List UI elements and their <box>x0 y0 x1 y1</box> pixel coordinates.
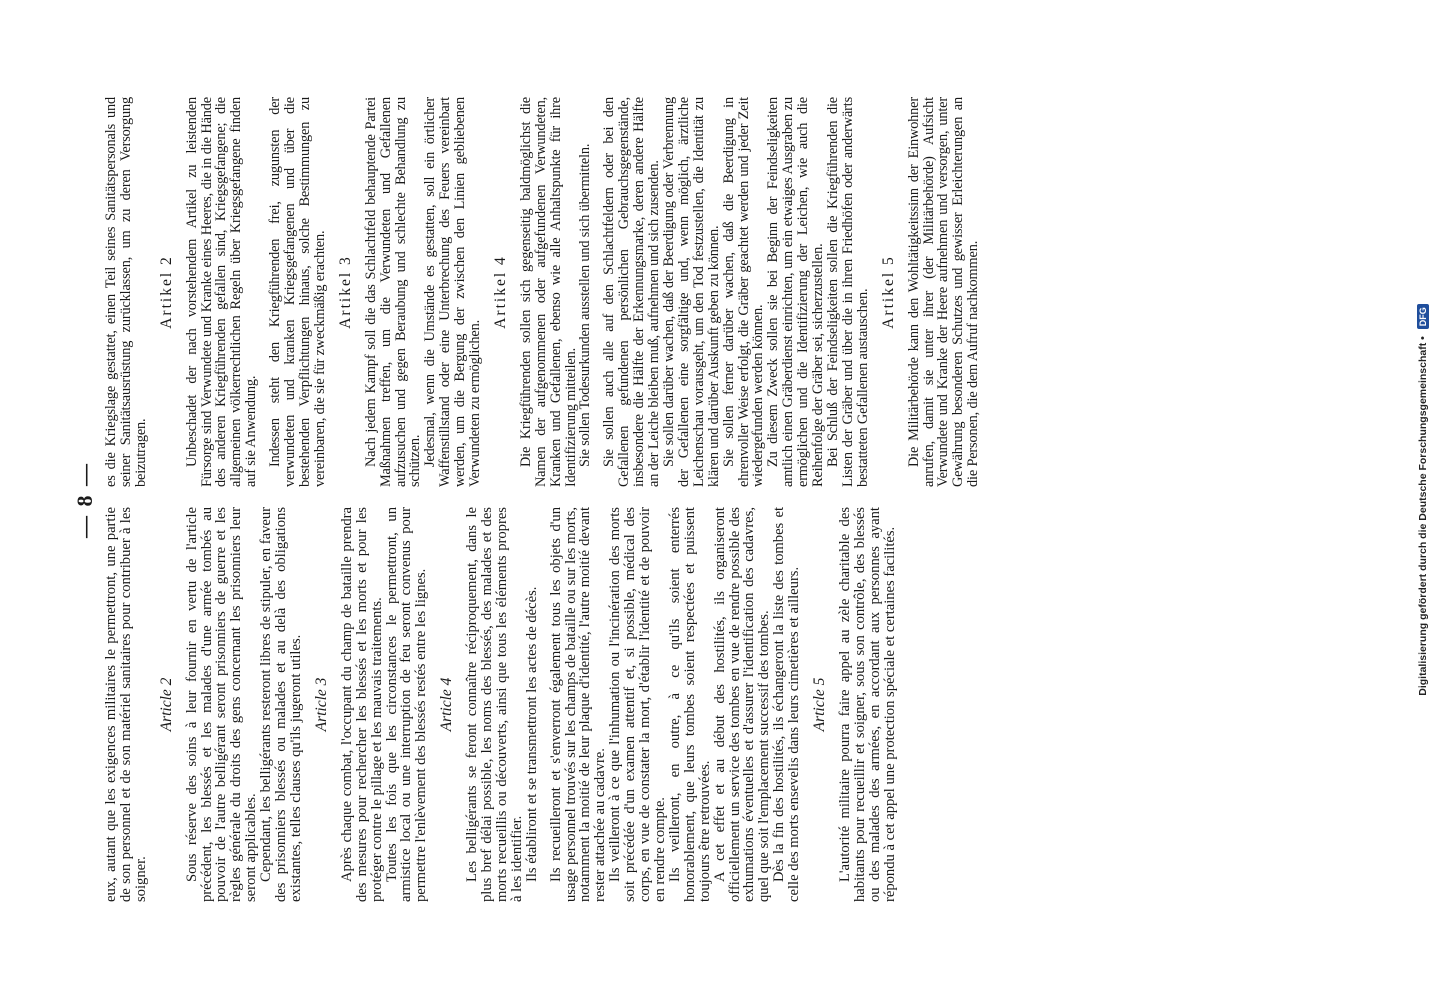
german-article-4-paragraph: Sie sollen auch alle auf den Schlachtfeldern oder bei den Gefallenen gefundenen persönlichen Gebrauchsgegenstände, insbesondere die Hälfte der Erkennungsmarke, deren andere Hälfte an der Leiche bleiben muß, aufnehmen und sich zusenden. <box>601 97 663 487</box>
french-article-4-paragraph: A cet effet et au début des hostilités, ils organiseront officiellement un service des tombes en vue de rendre possible des exhumations éventuelles et d'assurer l'identification des cadavres, quel que soit l'emplacement successif des tombes. <box>711 507 773 902</box>
german-article-2-title: Artikel 2 <box>157 255 175 329</box>
french-article-2-paragraph: Sous réserve des soins à leur fournir en vertu de l'article précédent, les blessés et les malades d'une armée tombés au pouvoir de l'autre belligérant seront prisonniers de guerre et les règles générale du droits des gens concernant les prisonniers leur seront applicables. <box>183 507 260 902</box>
french-article-2-paragraph: Cependant, les belligérants resteront libres de stipuler, en faveur des prisonniers blessés ou malades et au delà des obligations existantes, telles clauses qu'ils jugeront utiles. <box>258 507 304 902</box>
french-article-3-paragraph: Toutes les fois que les circonstances le permettront, un armistice local ou une interruption de feu seront convenus pour permettre l'enlèvement des blessés restés entre les lignes. <box>383 507 430 902</box>
german-article-5-paragraph: Die Militärbehörde kann den Wohltätigkeitssinn der Einwohner anrufen, damit sie unter ihrer (der Militärbehörde) Aufsicht Verwundete und Kranke der Heere aufnehmen und versorgen, unter Gewährung besonderen Schutzes und gewisser Erleichterungen an die Personen, die dem Aufruf nachkommen. <box>905 97 982 487</box>
german-article-4-paragraph: Zu diesem Zweck sollen sie bei Beginn der Feindseligkeiten amtlich einen Gräberdienst einrichten, um ein etwaiges Ausgraben zu ermöglichen und die Identifizierung der Leichen, wie auch die Reihenfolge der Gräber sei, sicherzustellen. <box>765 97 827 487</box>
french-article-4-paragraph: Ils établiront et se transmettront les actes de décès. <box>523 586 540 882</box>
digitization-credit <box>1413 10 1433 990</box>
french-article-4-paragraph: Ils veilleront, en outre, à ce qu'ils soient enterrés honorablement, que leurs tombes soient respectées et puissent toujours être retrouvées. <box>666 507 713 902</box>
french-article-4-paragraph: Dès la fin des hostilités, ils échangeront la liste des tombes et celle des morts ensevelis dans leurs cimetières et ailleurs. <box>771 507 803 902</box>
french-article-3-paragraph: Après chaque combat, l'occupant du champ de bataille prendra des mesures pour rechercher les blessés et les morts et pour les protéger contre le pillage et les mauvais traitements. <box>338 507 385 902</box>
german-article-5-title: Artikel 5 <box>879 255 897 329</box>
german-column <box>104 97 981 487</box>
german-article-4-paragraph: Bei Schluß der Feindseligkeiten sollen die Kriegführenden die Listen der Gräber und über die in ihren Friedhöfen oder anderwärts bestatteten Gefallenen austauschen. <box>824 97 871 487</box>
german-article-3-paragraph: Nach jedem Kampf soll die das Schlachtfeld behauptende Partei Maßnahmen treffen, um die Verwundeten und Gefallenen aufzusuchen und gegen Beraubung und schlechte Behandlung zu schützen. <box>362 97 424 487</box>
french-article-5-title: Article 5 <box>811 677 829 732</box>
german-article-4-paragraph: Sie sollen darüber wachen, daß der Beerdigung oder Verbrennung der Gefallenen eine sorgfältige und, wenn möglich, ärztliche Leichenschau vorausgeht, um den Tod festzustellen, die Identität zu klären und darüber Auskunft geben zu können. <box>661 97 722 487</box>
french-opening: eux, autant que les exigences militaires le permettront, une partie de son personnel et de son matériel sanitaires pour contribuer à les soigner. <box>103 507 149 902</box>
french-article-3-title: Article 3 <box>312 677 330 732</box>
french-article-2-title: Article 2 <box>157 677 175 732</box>
german-article-3-paragraph: Jedesmal, wenn die Umstände es gestatten, soll ein örtlicher Waffenstillstand oder eine Unterbrechung des Feuers vereinbart werden, um die Bergung der zwischen den Linien gebliebenen Verwundeten zu ermöglichen. <box>422 97 484 487</box>
german-opening: es die Kriegslage gestattet, einen Teil seines Sanitätspersonals und seiner Sanitätsausrüstung zurücklassen, um zu deren Versorgung beizutragen. <box>103 97 149 487</box>
german-article-3-title: Artikel 3 <box>336 255 354 329</box>
german-article-2-paragraph: Indessen steht den Kriegführenden frei, zugunsten der verwundeten und kranken Kriegsgefangenen und über die bestehenden Verpflichtungen hinaus, solche Bestimmungen zu vereinbaren, die sie für zweckmäßig erachten. <box>267 97 328 487</box>
digitization-credit-text: Digitalisierung gefördert durch die Deutsche Forschungsgemeinschaft • <box>1417 336 1429 696</box>
german-article-4-paragraph: Die Kriegführenden sollen sich gegenseitig baldmöglichst die Namen der aufgenommenen oder aufgefundenen Verwundeten, Kranken und Gefallenen, ebenso wie alle Anhaltspunkte für ihre Identifizierung mitteilen. <box>517 97 579 487</box>
german-article-4-title: Artikel 4 <box>491 255 509 329</box>
french-column <box>104 507 898 902</box>
french-article-4-paragraph: Ils veilleront à ce que l'inhumation ou l'incinération des morts soit précédée d'un examen attentif et, si possible, médical des corps, en vue de constater la mort, d'établir l'identité et de pouvoir en rendre compte. <box>607 507 668 902</box>
french-article-5-paragraph: L'autorité militaire pourra faire appel au zèle charitable des habitants pour recueillir et soigner, sous son contrôle, des blessés ou des malades des armées, en accordant aux personnes ayant répondu à cet appel une protection spéciale et certaines facilités. <box>836 507 898 902</box>
german-article-2-paragraph: Unbeschadet der nach vorstehendem Artikel zu leistenden Fürsorge sind Verwundete und Kranke eines Heeres, die in die Hände des anderen Kriegführenden gefallen sind, Kriegsgefangene; die allgemeinen völkerrechtlichen Regeln über Kriegsgefangene finden auf sie Anwendung. <box>183 97 260 487</box>
french-article-4-paragraph: Ils recueilleront et s'enverront également tous les objets d'un usage personnel trouvés sur les champs de bataille ou sur les morts, notamment la moitié de leur plaque d'identité, l'autre moitié devant rester attachée au cadavre. <box>547 507 609 902</box>
german-article-4-paragraph: Sie sollen Todesurkunden ausstellen und sich übermitteln. <box>577 143 594 467</box>
german-article-4-paragraph: Sie sollen ferner darüber wachen, daß die Beerdigung in ehrenvoller Weise erfolgt, die Gräber geachtet werden und jeder Zeit wiedergefunden werden können. <box>720 97 767 487</box>
dfg-logo: DFG <box>1417 304 1429 329</box>
page-number: — 8 — <box>72 462 97 538</box>
french-article-4-title: Article 4 <box>438 677 456 732</box>
french-article-4-paragraph: Les belligérants se feront connaître réciproquement, dans le plus bref délai possible, les noms des blessés, des malades et des morts recueillis ou découverts, ainsi que tous les éléments propres à les identifier. <box>464 507 525 902</box>
